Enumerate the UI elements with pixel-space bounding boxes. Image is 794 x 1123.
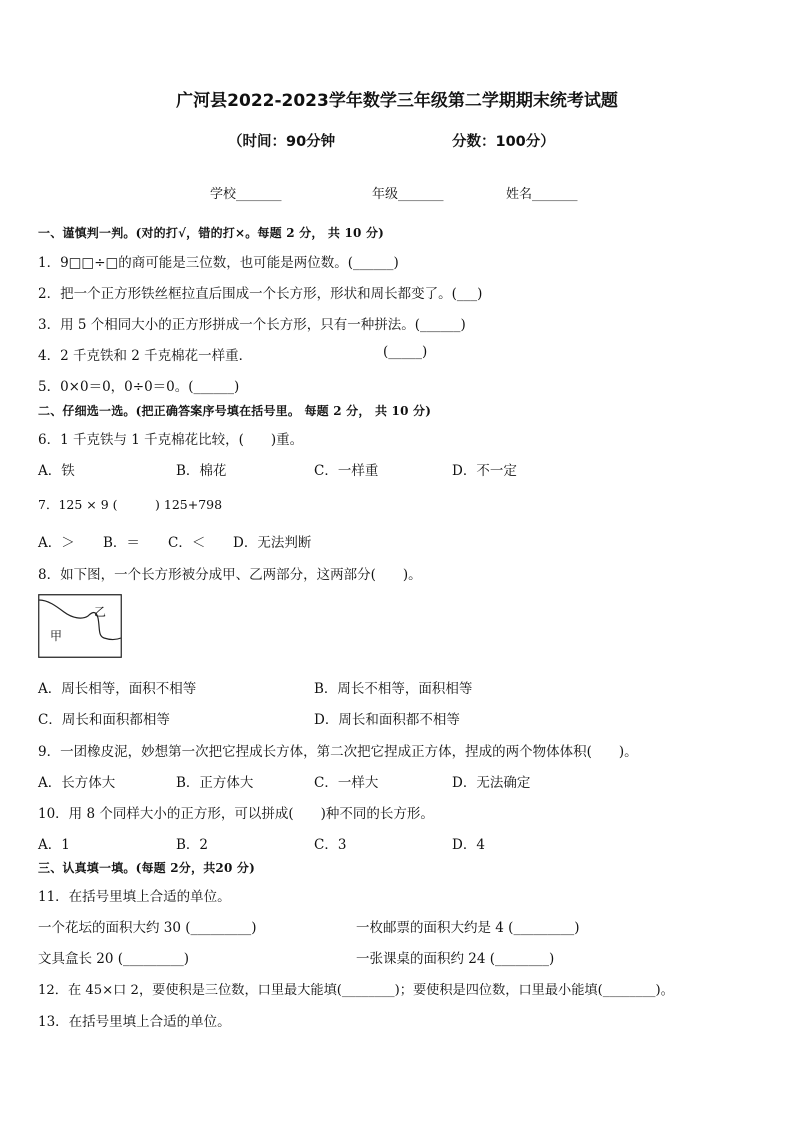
exam-title: 广河县2022-2023学年数学三年级第二学期期末统考试题	[176, 91, 618, 111]
q8-rectangle-figure	[38, 594, 122, 658]
q6-option-d: D．不一定	[452, 463, 517, 479]
question-8: 8．如下图，一个长方形被分成甲、乙两部分，这两部分( )。	[38, 567, 422, 583]
q8-option-c: C．周长和面积都相等	[38, 712, 170, 728]
question-4-blank: (_____)	[383, 344, 428, 360]
section-2-heading: 二、仔细选一选。(把正确答案序号填在括号里。 每题 2 分， 共 10 分)	[38, 404, 432, 418]
q6-option-c: C．一样重	[314, 463, 379, 479]
section-3-heading: 三、认真填一填。(每题 2分，共20 分)	[38, 861, 255, 875]
name-field: 姓名_______	[506, 187, 578, 202]
question-13: 13．在括号里填上合适的单位。	[38, 1014, 231, 1030]
question-2: 2．把一个正方形铁丝框拉直后围成一个长方形，形状和周长都变了。(___)	[38, 286, 483, 302]
section-1-heading: 一、谨慎判一判。(对的打√，错的打×。每题 2 分， 共 10 分)	[38, 226, 385, 240]
figure-outline	[39, 595, 122, 658]
question-10: 10．用 8 个同样大小的正方形，可以拼成( )种不同的长方形。	[38, 806, 434, 822]
exam-time: （时间：90分钟	[228, 134, 336, 150]
q9-option-d: D．无法确定	[452, 775, 531, 791]
q8-option-d: D．周长和面积都不相等	[314, 712, 460, 728]
q10-option-b: B．2	[176, 837, 209, 853]
q7-option-b: B．＝	[103, 535, 140, 551]
question-4: 4．2 千克铁和 2 千克棉花一样重．	[38, 348, 253, 364]
question-7: 7．125 × 9 ( ) 125+798	[38, 497, 223, 512]
q10-option-c: C．3	[314, 837, 347, 853]
question-11: 11．在括号里填上合适的单位。	[38, 889, 231, 905]
grade-field: 年级_______	[372, 187, 444, 202]
q6-option-b: B．棉花	[176, 463, 227, 479]
figure-label-jia: 甲	[50, 629, 63, 643]
q9-option-b: B．正方体大	[176, 775, 254, 791]
exam-score: 分数：100分）	[452, 134, 555, 150]
q11-item-2: 一枚邮票的面积大约是 4 (_________)	[356, 920, 580, 936]
q7-option-a: A．＞	[38, 535, 75, 551]
q7-option-d: D．无法判断	[233, 535, 312, 551]
q9-option-a: A．长方体大	[38, 775, 116, 791]
q11-item-4: 一张课桌的面积约 24 (________)	[356, 951, 555, 967]
figure-label-yi: 乙	[94, 605, 107, 619]
question-5: 5．0×0＝0，0÷0＝0。(______)	[38, 379, 240, 395]
q8-option-a: A．周长相等，面积不相等	[38, 681, 197, 697]
q10-option-a: A．1	[38, 837, 70, 853]
q9-option-c: C．一样大	[314, 775, 379, 791]
q11-item-3: 文具盒长 20 (_________)	[38, 951, 190, 967]
school-field: 学校_______	[210, 187, 282, 202]
question-12: 12．在 45×口 2，要使积是三位数，口里最大能填(________)；要使积是四位数，口里最小能填(________)。	[38, 983, 674, 998]
question-3: 3．用 5 个相同大小的正方形拼成一个长方形，只有一种拼法。(______)	[38, 317, 466, 333]
question-9: 9．一团橡皮泥，妙想第一次把它捏成长方体，第二次把它捏成正方体，捏成的两个物体体积( )。	[38, 744, 638, 760]
q6-option-a: A．铁	[38, 463, 75, 479]
question-6: 6．1 千克铁与 1 千克棉花比较，( )重。	[38, 432, 304, 448]
q7-option-c: C．＜	[168, 535, 206, 551]
q8-option-b: B．周长不相等，面积相等	[314, 681, 473, 697]
question-1: 1．9□□÷□的商可能是三位数，也可能是两位数。(______)	[38, 255, 399, 271]
q10-option-d: D．4	[452, 837, 485, 853]
q11-item-1: 一个花坛的面积大约 30 (_________)	[38, 920, 257, 936]
